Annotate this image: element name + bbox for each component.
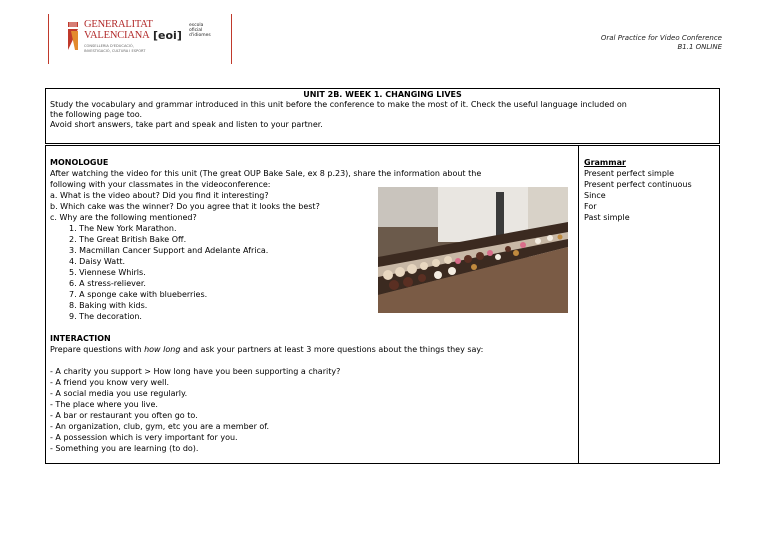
course-level: B1.1 ONLINE [677,43,722,51]
list-item: 9. The decoration. [69,312,142,321]
unit-title: UNIT 2B. WEEK 1. CHANGING LIVES [303,90,462,99]
gv-line2: VALENCIANA [84,30,150,41]
list-item: 3. Macmillan Cancer Support and Adelante Africa. [69,246,269,255]
monologue-intro2: following with your classmates in the videoconference: [50,180,271,189]
list-item: 1. The New York Marathon. [69,224,177,233]
list-item: - A social media you use regularly. [50,389,188,398]
monologue-heading: MONOLOGUE [50,158,109,167]
gv-line1: GENERALITAT [84,19,153,30]
list-item: - A friend you know very well. [50,378,169,387]
question-b: b. Which cake was the winner? Do you agree that it looks the best? [50,202,320,211]
grammar-item: For [584,202,597,211]
page-header [48,14,722,68]
list-item: 7. A sponge cake with blueberries. [69,290,208,299]
list-item: 5. Viennese Whirls. [69,268,146,277]
gv-sub1: CONSELLERIA D'EDUCACIÓ, [84,44,134,48]
gv-sub2: INVESTIGACIÓ, CULTURA I ESPORT [84,49,146,53]
grammar-item: Since [584,191,606,200]
eoi-line3: d'idiomes [189,33,211,38]
question-a: a. What is the video about? Did you find it interesting? [50,191,269,200]
grammar-item: Present perfect simple [584,169,675,178]
eoi-logo [153,23,211,43]
intro-line3: Avoid short answers, take part and speak and listen to your partner. [50,120,323,129]
activity-table [45,145,720,464]
list-item: 6. A stress-reliever. [69,279,146,288]
intro-line1: Study the vocabulary and grammar introduced in this unit before the conference to make the most of it. Check the useful language included on [50,100,627,109]
grammar-column [579,146,719,463]
monologue-intro1: After watching the video for this unit (The great OUP Bake Sale, ex 8 p.23), share the information about the [50,169,482,178]
list-item: 2. The Great British Bake Off. [69,235,187,244]
logos [48,14,232,64]
list-item: 8. Baking with kids. [69,301,148,310]
gv-subtitle [84,44,145,54]
intro-line2: the following page too. [50,110,143,119]
instructions-box [45,88,720,144]
grammar-item: Past simple [584,213,630,222]
grammar-item: Present perfect continuous [584,180,692,189]
eoi-line2: oficial [189,28,203,33]
list-item: - Something you are learning (to do). [50,444,199,453]
list-item: - A bar or restaurant you often go to. [50,411,198,420]
bake-sale-photo [378,187,568,313]
question-c: c. Why are the following mentioned? [50,213,197,222]
eoi-caption [189,23,229,38]
interaction-heading: INTERACTION [50,334,111,343]
interaction-intro-b: and ask your partners at least 3 more questions about the things they say: [180,345,484,354]
list-item: - A charity you support > How long have you been supporting a charity? [50,367,341,376]
course-title: Oral Practice for Video Conference [600,34,722,42]
eoi-mark: [eoi] [153,29,182,42]
activities-column [46,146,579,463]
list-item: - An organization, club, gym, etc you are a member of. [50,422,270,431]
generalitat-logo-icon [66,19,80,53]
grammar-heading: Grammar [584,158,626,167]
interaction-intro-a: Prepare questions with [50,345,145,354]
course-info [601,34,722,52]
interaction-intro-emphasis: how long [144,345,181,354]
interaction-intro [50,344,574,355]
eoi-line1: escola [189,23,204,28]
list-item: 4. Daisy Watt. [69,257,126,266]
list-item: - The place where you live. [50,400,158,409]
list-item: - A possession which is very important for you. [50,433,238,442]
generalitat-name [84,19,153,41]
